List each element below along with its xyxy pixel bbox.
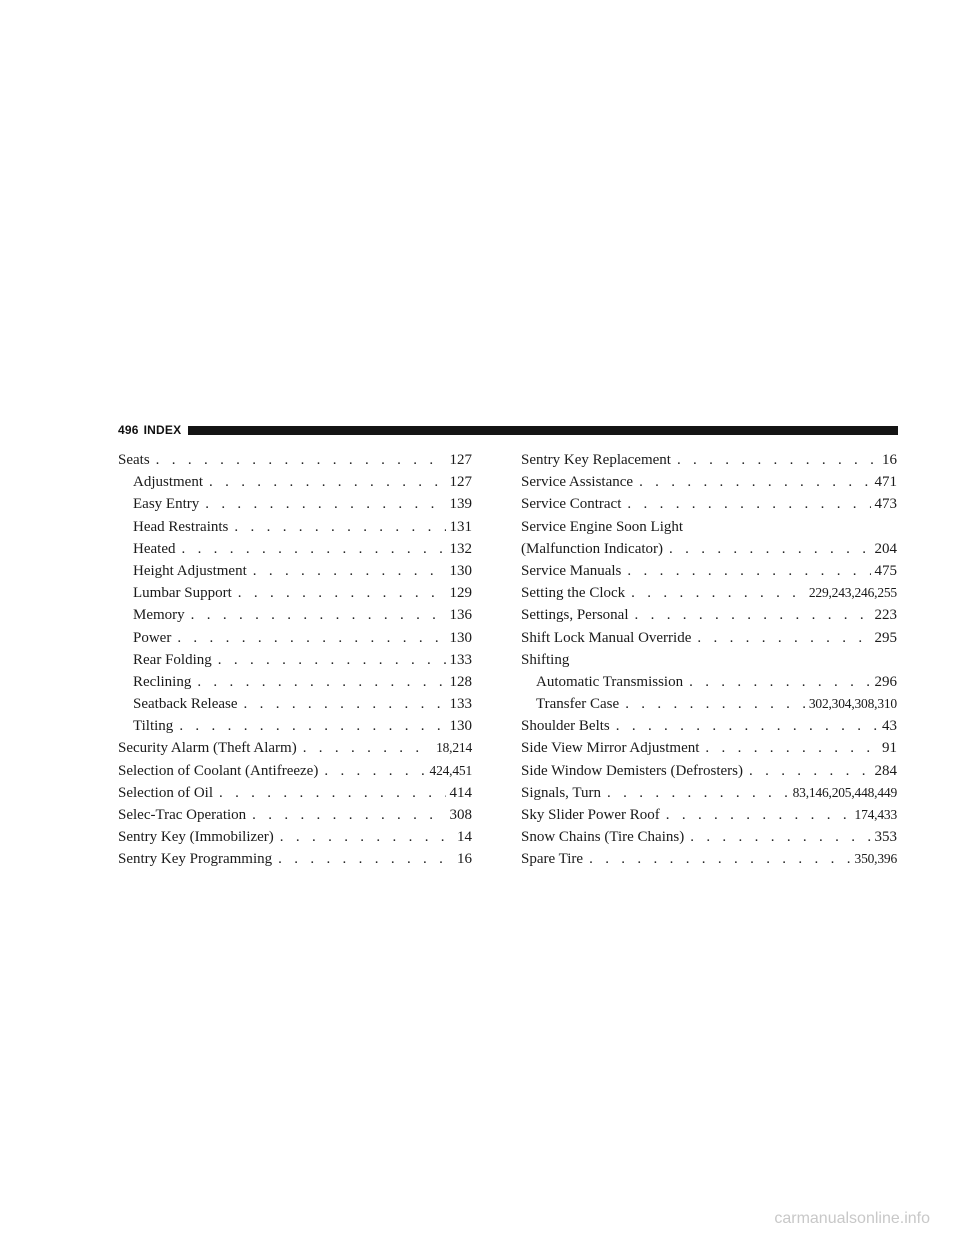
index-entry (118, 541, 472, 563)
entry-pages: 83,146,205,448,449 (792, 784, 897, 800)
dot-leader (278, 851, 453, 868)
index-entry (118, 807, 472, 829)
entry-pages: 424,451 (429, 762, 472, 778)
dot-leader (669, 541, 870, 558)
entry-pages: 139 (449, 496, 472, 513)
entry-pages: 133 (449, 651, 472, 668)
entry-pages: 18,214 (436, 740, 472, 756)
entry-label: Service Assistance (521, 474, 634, 491)
dot-leader (181, 541, 445, 558)
dot-leader (625, 696, 805, 713)
dot-leader (616, 718, 878, 735)
entry-label: Seats (118, 452, 150, 468)
entry-label: Service Engine Soon Light (521, 518, 684, 535)
index-entry (521, 785, 897, 807)
entry-pages: 131 (449, 518, 472, 535)
dot-leader (324, 763, 425, 780)
dot-leader (627, 563, 870, 580)
dot-leader (234, 519, 445, 536)
entry-label: Seatback Release (133, 696, 238, 713)
index-entry (118, 630, 472, 652)
index-column-right (521, 452, 897, 874)
entry-pages: 296 (874, 673, 897, 690)
entry-label: (Malfunction Indicator) (521, 540, 664, 557)
dot-leader (697, 630, 870, 647)
dot-leader (705, 740, 878, 757)
index-entry (521, 607, 897, 629)
dot-leader (209, 474, 446, 491)
dot-leader (238, 585, 446, 602)
entry-label: Side Window Demisters (Defrosters) (521, 762, 743, 779)
dot-leader (191, 607, 446, 624)
entry-pages: 229,243,246,255 (808, 585, 897, 601)
index-entry (118, 452, 472, 474)
entry-label: Selec-Trac Operation (118, 807, 247, 823)
index-entry (521, 452, 897, 474)
dot-leader (627, 496, 870, 513)
entry-label: Height Adjustment (133, 562, 247, 579)
entry-pages: 473 (874, 496, 897, 513)
index-entry (118, 763, 472, 785)
index-entry (118, 696, 472, 718)
entry-label: Rear Folding (133, 651, 212, 668)
index-entry (521, 718, 897, 740)
index-entry (521, 474, 897, 496)
entry-pages: 475 (874, 562, 897, 579)
entry-pages: 350,396 (854, 851, 897, 867)
entry-pages: 284 (874, 762, 897, 779)
index-entry (521, 740, 897, 762)
index-entry (521, 496, 897, 518)
entry-pages: 204 (874, 540, 897, 557)
entry-pages: 295 (874, 629, 897, 646)
dot-leader (635, 607, 871, 624)
dot-leader (280, 829, 453, 846)
dot-leader (218, 652, 446, 669)
dot-leader (219, 785, 446, 802)
watermark: carmanualsonline.info (774, 1210, 930, 1227)
page-number: 496 (118, 423, 139, 437)
entry-label: Easy Entry (133, 496, 200, 513)
dot-leader (244, 696, 446, 713)
dot-leader (253, 563, 446, 580)
dot-leader (749, 763, 871, 780)
index-entry (118, 607, 472, 629)
entry-pages: 16 (457, 851, 472, 868)
entry-pages: 302,304,308,310 (808, 696, 897, 712)
entry-label: Transfer Case (536, 696, 620, 713)
entry-label: Reclining (133, 673, 192, 690)
index-entry (521, 585, 897, 607)
entry-label: Adjustment (133, 474, 203, 491)
entry-label: Snow Chains (Tire Chains) (521, 829, 685, 846)
index-entry (118, 652, 472, 674)
index-entry (521, 674, 897, 696)
entry-label: Spare Tire (521, 851, 584, 868)
entry-pages: 130 (449, 718, 472, 735)
entry-pages: 174,433 (854, 807, 897, 822)
entry-pages: 128 (449, 673, 472, 690)
index-entry (521, 630, 897, 652)
entry-pages: 471 (874, 474, 897, 491)
entry-label: Sentry Key Programming (118, 851, 273, 868)
dot-leader (205, 496, 445, 513)
entry-pages: 127 (449, 452, 472, 468)
entry-label: Sentry Key Replacement (521, 452, 671, 468)
entry-label: Selection of Coolant (Antifreeze) (118, 762, 319, 779)
index-entry (118, 718, 472, 740)
page-header (118, 420, 898, 440)
section-title: INDEX (143, 423, 182, 437)
entry-label: Sky Slider Power Roof (521, 807, 660, 823)
entry-pages: 16 (882, 452, 897, 468)
index-entry (521, 807, 897, 829)
entry-pages: 414 (449, 784, 472, 801)
index-entry (521, 696, 897, 718)
index-entry (521, 519, 897, 541)
index-entry (118, 474, 472, 496)
index-entry (118, 740, 472, 762)
entry-label: Shifting (521, 651, 570, 668)
entry-pages: 130 (449, 629, 472, 646)
index-entry (118, 496, 472, 518)
dot-leader (607, 785, 789, 802)
index-entry (521, 652, 897, 674)
entry-label: Head Restraints (133, 518, 229, 535)
entry-pages: 14 (457, 829, 472, 846)
index-entry (521, 563, 897, 585)
entry-pages: 43 (882, 718, 897, 735)
dot-leader (156, 452, 446, 469)
entry-pages: 353 (874, 829, 897, 846)
entry-label: Setting the Clock (521, 585, 626, 602)
index-entry (118, 519, 472, 541)
index-entry (521, 829, 897, 851)
entry-label: Security Alarm (Theft Alarm) (118, 740, 297, 757)
entry-pages: 133 (449, 696, 472, 713)
entry-label: Memory (133, 607, 185, 624)
header-rule (188, 426, 898, 435)
index-entry (521, 541, 897, 563)
dot-leader (197, 674, 445, 691)
index-entry (118, 674, 472, 696)
entry-pages: 91 (882, 740, 897, 757)
dot-leader (589, 851, 850, 868)
entry-label: Shoulder Belts (521, 718, 610, 735)
index-entry (118, 829, 472, 851)
dot-leader (690, 829, 870, 846)
entry-pages: 308 (449, 807, 472, 823)
entry-label: Selection of Oil (118, 784, 213, 801)
index-entry (118, 585, 472, 607)
entry-label: Power (133, 629, 172, 646)
dot-leader (177, 630, 445, 647)
dot-leader (179, 718, 445, 735)
index-entry (521, 851, 897, 873)
dot-leader (303, 740, 432, 757)
entry-pages: 127 (449, 474, 472, 491)
entry-label: Service Contract (521, 496, 622, 513)
entry-label: Signals, Turn (521, 784, 602, 801)
entry-label: Side View Mirror Adjustment (521, 740, 700, 757)
entry-pages: 223 (874, 607, 897, 624)
dot-leader (677, 452, 878, 469)
entry-label: Heated (133, 540, 176, 557)
entry-label: Service Manuals (521, 562, 622, 579)
index-entry (521, 763, 897, 785)
entry-pages: 130 (449, 562, 472, 579)
dot-leader (689, 674, 870, 691)
index-entry (118, 563, 472, 585)
index-entry (118, 785, 472, 807)
entry-pages: 129 (449, 585, 472, 602)
entry-pages: 136 (449, 607, 472, 624)
entry-label: Sentry Key (Immobilizer) (118, 829, 274, 846)
index-entry (118, 851, 472, 873)
entry-label: Shift Lock Manual Override (521, 629, 692, 646)
dot-leader (631, 585, 805, 602)
entry-label: Lumbar Support (133, 585, 232, 602)
entry-label: Automatic Transmission (536, 673, 684, 690)
index-column-left (118, 452, 472, 874)
entry-pages: 132 (449, 540, 472, 557)
entry-label: Tilting (133, 718, 174, 735)
dot-leader (666, 807, 851, 824)
dot-leader (252, 807, 445, 824)
dot-leader (639, 474, 870, 491)
entry-label: Settings, Personal (521, 607, 629, 624)
